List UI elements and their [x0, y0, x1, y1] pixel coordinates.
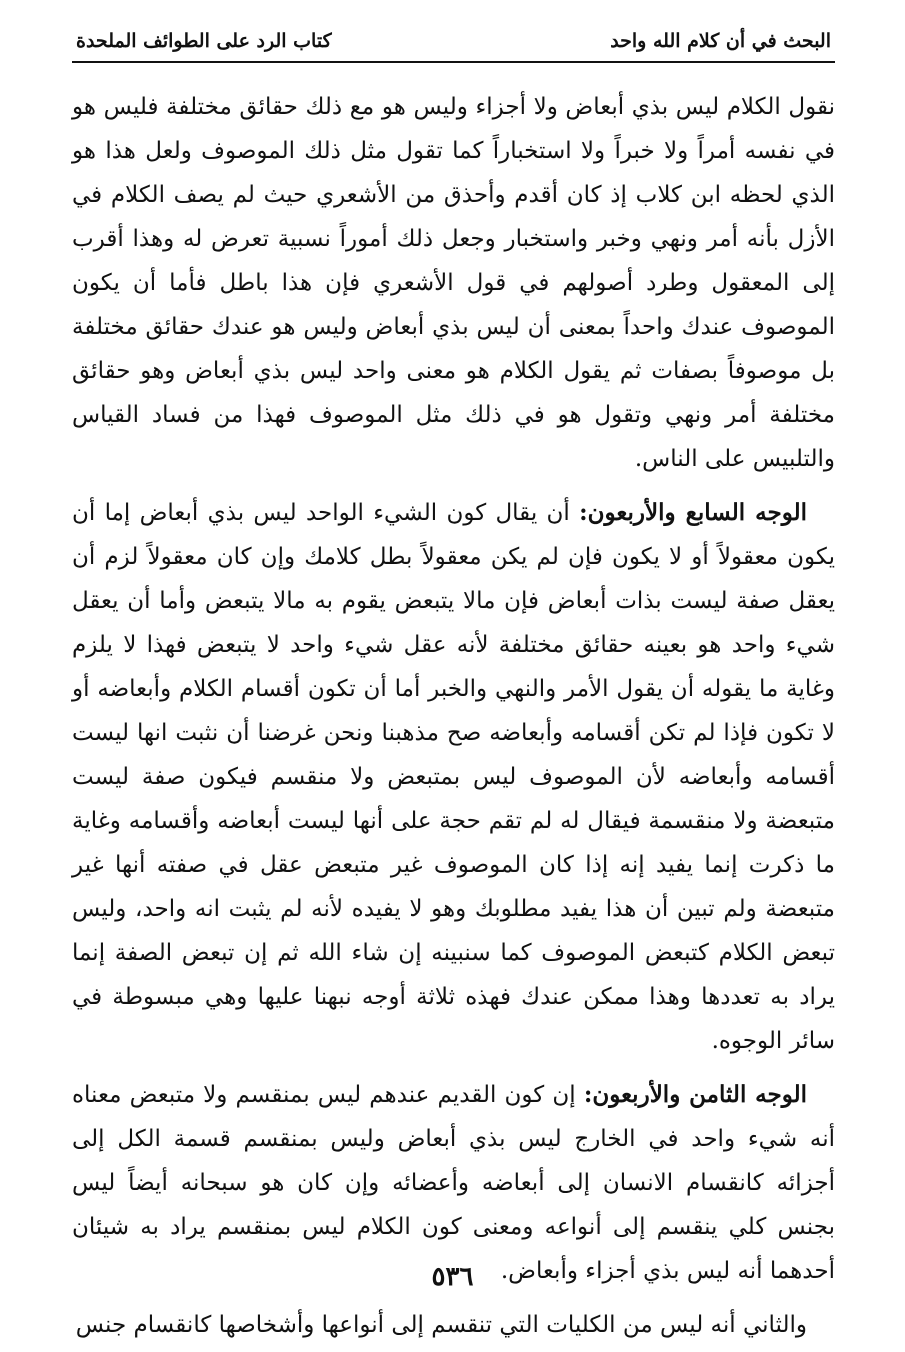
- page-body: [72, 85, 835, 1347]
- book-title: كتاب الرد على الطوائف الملحدة: [76, 30, 332, 52]
- paragraph-3-text: إن كون القديم عندهم ليس بمنقسم ولا متبعض معناه أنه شيء واحد في الخارج ليس بذي أبعاض وليس بمنقسم قسمة الكل إلى أجزائه كانقسام الانسان إلى أبعاضه وأعضائه وإن كان هو سبحانه أيضاً ليس بجنس كلي ينقسم إلى أنواعه ومعنى كون الكلام ليس بمنقسم يراد به شيئان أحدهما أنه ليس بذي أجزاء وأبعاض.: [72, 1081, 836, 1284]
- paragraph-4-text: والثاني أنه ليس من الكليات التي تنقسم إلى أنواعها وأشخاصها كانقسام جنس: [75, 1311, 807, 1338]
- chapter-title: البحث في أن كلام الله واحد: [610, 30, 831, 52]
- paragraph-1: [72, 85, 835, 481]
- paragraph-3-heading: الوجه الثامن والأربعون:: [583, 1080, 808, 1108]
- running-header: [72, 30, 835, 63]
- paragraph-2-text: أن يقال كون الشيء الواحد ليس بذي أبعاض إما أن يكون معقولاً أو لا يكون فإن لم يكن معقولاً بطل كلامك وإن كان معقولاً لزم أن يعقل صفة ليست بذات أبعاض فإن مالا يتبعض يقوم به مالا يتبعض وأما أن يعقل شيء واحد هو بعينه حقائق مختلفة لأنه عقل شيء واحد لا يتبعض فهذا لا يلزم وغاية ما يقوله أن يقول الأمر والنهي والخبر أما أن تكون أقسام الكلام وأبعاضه أو لا تكون فإذا لم تكن أقسامه وأبعاضه صح مذهبنا ونحن غرضنا أن نثبت انها ليست أقسامه وأبعاضه لأن الموصوف ليس بمتبعض ولا منقسم فيكون صفة ليست متبعضة ولا منقسمة فيقال له لم تقم حجة على أنها ليست أبعاضه وأقسامه وغاية ما ذكرت إنما يفيد إنه إذا كان الموصوف غير متبعض عقل في صفته أنها غير متبعضة ولم تبين أن هذا يفيد مطلوبك وهو لا يفيده لأنه لم يثبت انه واحد، وليس تبعض الكلام كتبعض الموصوف كما سنبينه إن شاء الله ثم إن تبعض الصفة إنما يراد به تعددها وهذا ممكن عندك فهذه ثلاثة أوجه نبهنا عليها وهي مبسوطة في سائر الوجوه.: [72, 499, 835, 1054]
- paragraph-2-heading: الوجه السابع والأربعون:: [579, 498, 808, 526]
- paragraph-3: [72, 1073, 835, 1293]
- paragraph-2: [72, 491, 835, 1063]
- paragraph-1-text: نقول الكلام ليس بذي أبعاض ولا أجزاء وليس هو مع ذلك حقائق مختلفة فليس هو في نفسه أمراً ولا خبراً ولا استخباراً كما تقول مثل ذلك الموصوف ولعل هذا هو الذي لحظه ابن كلاب إذ كان أقدم وأحذق من الأشعري حيث لم يصف الكلام في الأزل بأنه أمر ونهي وخبر واستخبار وجعل ذلك أموراً نسبية تعرض له وهذا أقرب إلى المعقول وطرد أصولهم في قول الأشعري فإن هذا باطل فأما أن يكون الموصوف عندك واحداً بمعنى أن ليس بذي أبعاض وليس هو عندك حقائق مختلفة بل موصوفاً بصفات ثم يقول الكلام هو معنى واحد ليس بذي أبعاض وهو حقائق مختلفة أمر ونهي وتقول هو في ذلك مثل الموصوف فهذا من فساد القياس والتلبيس على الناس.: [72, 93, 835, 472]
- page-number: ٥٣٦: [431, 1262, 474, 1292]
- paragraph-4: [72, 1303, 835, 1347]
